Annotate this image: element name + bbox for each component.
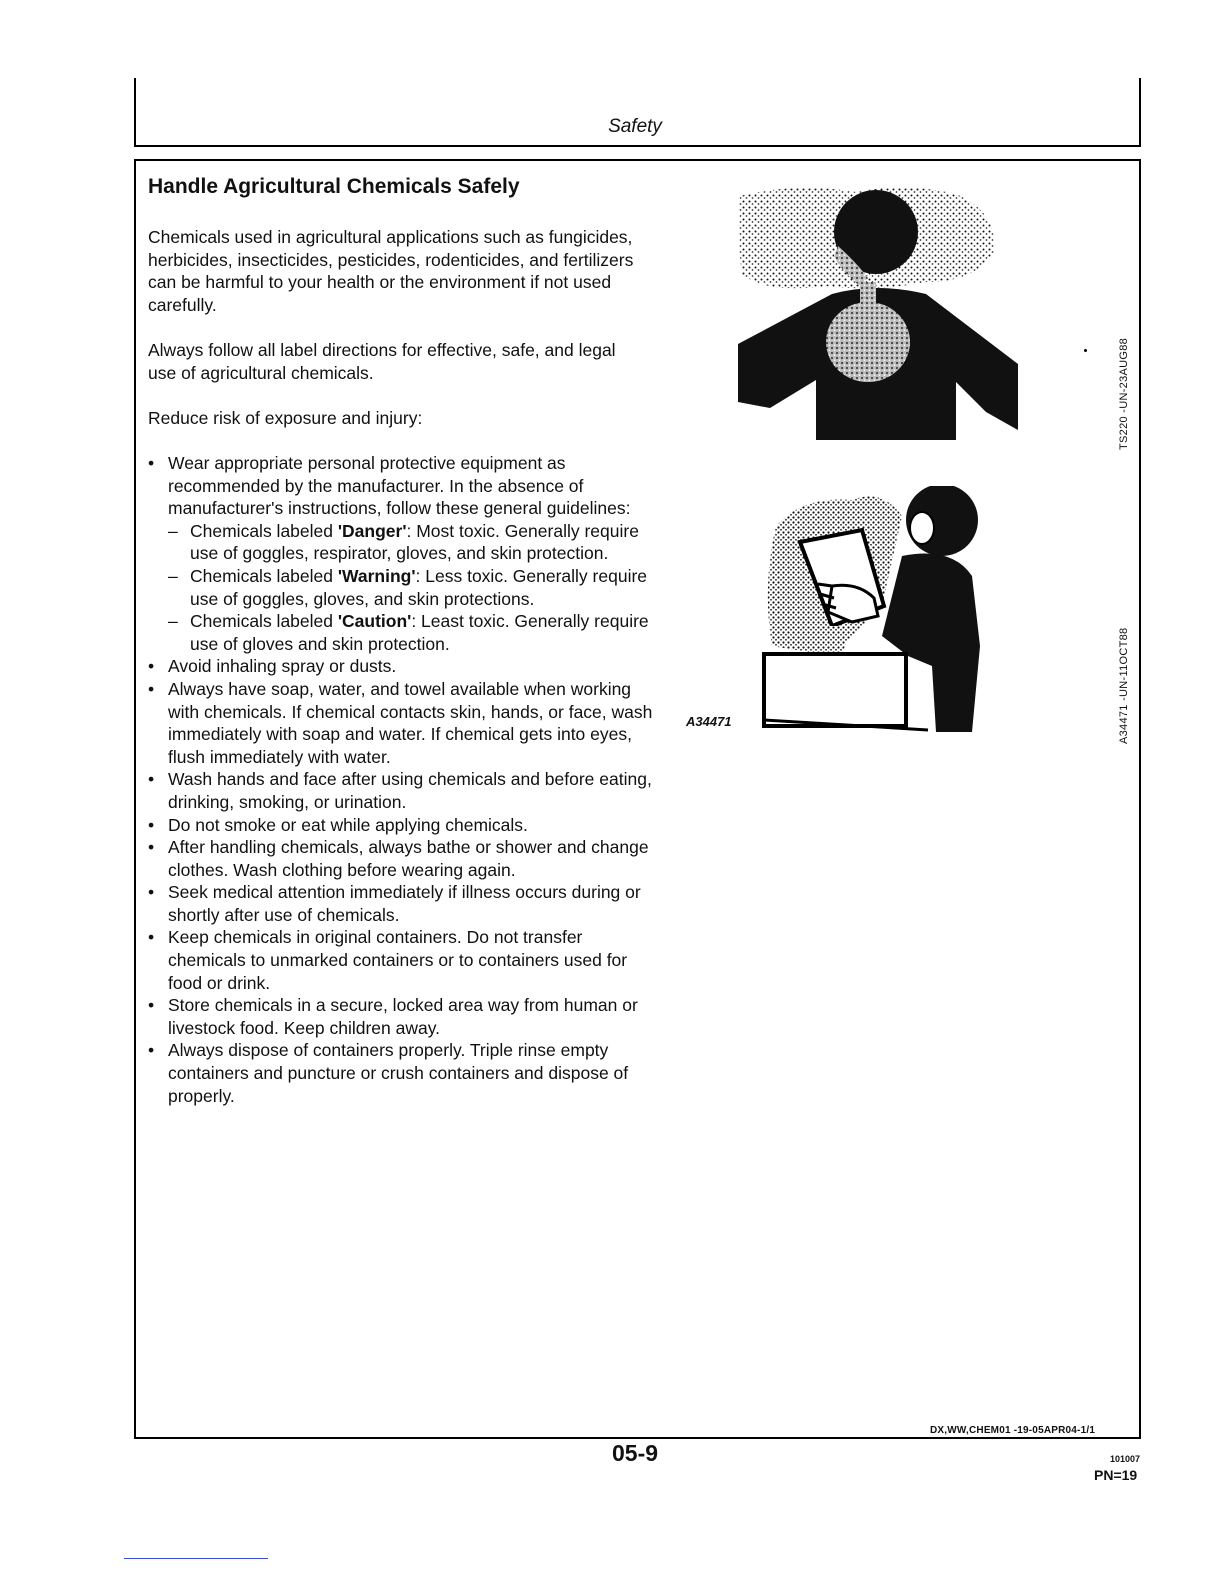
list-item: • Always dispose of containers properly. Triple rinse empty containers and puncture or crush containers and dispose of properly.: [148, 1039, 658, 1107]
list-item: • Seek medical attention immediately if illness occurs during or shortly after use of chemicals.: [148, 881, 658, 926]
warning-keyword: 'Warning': [337, 565, 416, 586]
lungs-area: [826, 302, 910, 382]
pouring-chemical-illustration: [762, 486, 992, 738]
intro-paragraph: Chemicals used in agricultural applications such as fungicides, herbicides, insecticides, pesticides, rodenticides, and fertilizers can be harmful to your health or the environment if not used carefully.: [148, 227, 634, 315]
caution-keyword: 'Caution': [337, 611, 412, 632]
page-number: 05-9: [612, 1440, 659, 1466]
sub-list-item: – Chemicals labeled 'Caution': Least toxic. Generally require use of gloves and skin protection.: [168, 610, 658, 655]
page-title: Handle Agricultural Chemicals Safely: [148, 175, 520, 198]
section-header: Safety: [608, 116, 662, 137]
reference-code: 101007: [1110, 1454, 1141, 1464]
content-left-rule: [134, 159, 136, 1439]
danger-keyword: 'Danger': [337, 520, 407, 541]
frame-top-right-rule: [1139, 78, 1141, 146]
figure-caption: A34471: [686, 714, 732, 729]
list-item: • Always have soap, water, and towel available when working with chemicals. If chemical contacts skin, hands, or face, wash immediately with soap and water. If chemical gets into eyes, flush immediately with water.: [148, 678, 658, 768]
content-top-rule: [134, 159, 1141, 161]
list-item: • Avoid inhaling spray or dusts.: [148, 655, 658, 678]
mixing-tank: [764, 654, 906, 726]
figure-1-id: TS220 -UN-23AUG88: [1118, 337, 1130, 450]
stray-dot: [1084, 349, 1087, 352]
ppe-bullet-text: Wear appropriate personal protective equipment as recommended by the manufacturer. In the absence of manufacturer's instructions, follow these general guidelines:: [168, 453, 631, 519]
content-bottom-rule: [134, 1437, 1141, 1439]
safety-bullet-list: [148, 452, 658, 1107]
bottom-link-line: [124, 1558, 268, 1559]
reduce-risk-paragraph: Reduce risk of exposure and injury:: [148, 408, 423, 428]
inhaling-chemical-illustration: [736, 182, 1026, 442]
list-item: • After handling chemicals, always bathe or shower and change clothes. Wash clothing before wearing again.: [148, 836, 658, 881]
pn-indicator: PN=19: [1094, 1467, 1138, 1483]
list-item: • Keep chemicals in original containers. Do not transfer chemicals to unmarked containers or to containers used for food or drink.: [148, 926, 658, 994]
frame-top-left-rule: [134, 78, 136, 146]
content-right-rule: [1139, 159, 1141, 1439]
list-item: • Wash hands and face after using chemicals and before eating, drinking, smoking, or urination.: [148, 768, 658, 813]
list-item: [148, 452, 658, 655]
list-item: • Store chemicals in a secure, locked area way from human or livestock food. Keep children away.: [148, 994, 658, 1039]
label-sublist: [168, 520, 658, 656]
list-item: • Do not smoke or eat while applying chemicals.: [148, 814, 658, 837]
sub-list-item: – Chemicals labeled 'Danger': Most toxic. Generally require use of goggles, respirator, gloves, and skin protection.: [168, 520, 658, 565]
document-code: DX,WW,CHEM01 -19-05APR04-1/1: [930, 1425, 1096, 1436]
label-directions-paragraph: Always follow all label directions for effective, safe, and legal use of agricultural chemicals.: [148, 340, 616, 383]
header-rule: [134, 145, 1141, 147]
sub-list-item: – Chemicals labeled 'Warning': Less toxic. Generally require use of goggles, gloves, and skin protections.: [168, 565, 658, 610]
figure-2-id: A34471 -UN-11OCT88: [1118, 627, 1130, 744]
